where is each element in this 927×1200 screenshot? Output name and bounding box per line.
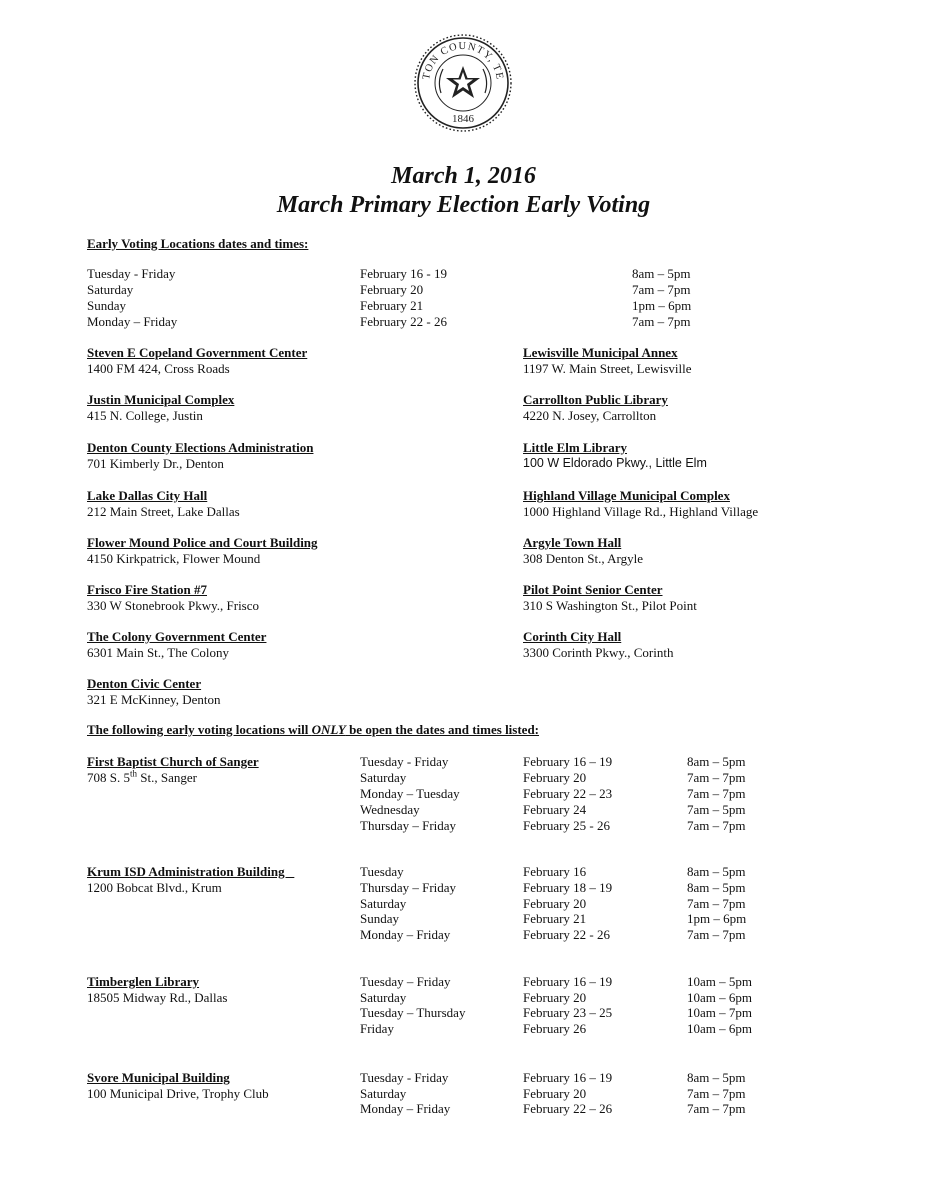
seal-top-text: TON COUNTY, TE: [421, 40, 505, 82]
location-address: 330 W Stonebrook Pkwy., Frisco: [87, 598, 260, 613]
location-name: Justin Municipal Complex: [87, 392, 235, 407]
site-times: 1pm – 6pm: [687, 911, 747, 926]
limited-heading-pre: The following early voting locations will: [87, 722, 312, 737]
location-name: Lake Dallas City Hall: [87, 488, 208, 503]
limited-heading-emphasis: ONLY: [311, 722, 346, 737]
site-dates: February 16 – 19: [523, 1070, 613, 1085]
title-election: March Primary Election Early Voting: [276, 192, 651, 218]
site-times: 8am – 5pm: [687, 1070, 746, 1085]
county-seal: [413, 33, 513, 133]
seal-graphic: [413, 33, 513, 133]
site-dates: February 26: [523, 1021, 587, 1036]
site-days: Saturday: [360, 990, 407, 1005]
site-days: Saturday: [360, 770, 407, 785]
schedule-dates: February 16 - 19: [360, 266, 448, 281]
site-address: 1200 Bobcat Blvd., Krum: [87, 880, 222, 895]
location-address: 6301 Main St., The Colony: [87, 645, 230, 660]
site-name: Svore Municipal Building: [87, 1070, 230, 1085]
schedule-days: Saturday: [87, 282, 134, 297]
site-address: [87, 770, 197, 785]
schedule-dates: February 22 - 26: [360, 314, 448, 329]
site-days: Tuesday – Friday: [360, 974, 451, 989]
schedule-times: 7am – 7pm: [632, 314, 691, 329]
site-dates: February 22 - 26: [523, 927, 611, 942]
site-dates: February 22 – 23: [523, 786, 613, 801]
site-times: 8am – 5pm: [687, 864, 746, 879]
location-address: 3300 Corinth Pkwy., Corinth: [523, 645, 674, 660]
schedule-days: Sunday: [87, 298, 126, 313]
location-address: 701 Kimberly Dr., Denton: [87, 456, 224, 471]
site-times: 7am – 5pm: [687, 802, 746, 817]
schedule-times: 1pm – 6pm: [632, 298, 692, 313]
location-name: Highland Village Municipal Complex: [523, 488, 730, 503]
location-name: Little Elm Library: [523, 440, 627, 455]
star-icon: [446, 66, 480, 98]
site-days: Monday – Friday: [360, 927, 451, 942]
location-name: Flower Mound Police and Court Building: [87, 535, 318, 550]
location-address: 4220 N. Josey, Carrollton: [523, 408, 657, 423]
location-address: 4150 Kirkpatrick, Flower Mound: [87, 551, 261, 566]
location-name: Carrollton Public Library: [523, 392, 668, 407]
site-name: First Baptist Church of Sanger: [87, 754, 259, 769]
site-dates: February 16 – 19: [523, 974, 613, 989]
schedule-dates: February 20: [360, 282, 424, 297]
site-times: 10am – 6pm: [687, 1021, 752, 1036]
site-days: Tuesday - Friday: [360, 754, 449, 769]
location-name: Lewisville Municipal Annex: [523, 345, 678, 360]
location-name: Pilot Point Senior Center: [523, 582, 663, 597]
schedule-heading: Early Voting Locations dates and times:: [87, 236, 309, 251]
site-days: Monday – Tuesday: [360, 786, 460, 801]
site-dates: February 24: [523, 802, 587, 817]
site-days: Monday – Friday: [360, 1101, 451, 1116]
site-days: Wednesday: [360, 802, 420, 817]
site-times: 7am – 7pm: [687, 818, 746, 833]
location-address: 1400 FM 424, Cross Roads: [87, 361, 230, 376]
schedule-times: 7am – 7pm: [632, 282, 691, 297]
seal-year: 1846: [452, 113, 474, 125]
location-name: The Colony Government Center: [87, 629, 267, 644]
location-address: 1000 Highland Village Rd., Highland Village: [523, 504, 759, 519]
site-times: 10am – 7pm: [687, 1005, 752, 1020]
location-name: Denton Civic Center: [87, 676, 202, 691]
site-days: Thursday – Friday: [360, 818, 457, 833]
location-name: Steven E Copeland Government Center: [87, 345, 308, 360]
location-address: 308 Denton St., Argyle: [523, 551, 644, 566]
schedule-days: Monday – Friday: [87, 314, 178, 329]
schedule-times: 8am – 5pm: [632, 266, 691, 281]
site-dates: February 20: [523, 1086, 587, 1101]
site-days: Saturday: [360, 1086, 407, 1101]
location-address: 212 Main Street, Lake Dallas: [87, 504, 240, 519]
location-name: Denton County Elections Administration: [87, 440, 314, 455]
location-address: 100 W Eldorado Pkwy., Little Elm: [523, 456, 707, 470]
site-days: Sunday: [360, 911, 399, 926]
site-dates: February 22 – 26: [523, 1101, 613, 1116]
location-address: 1197 W. Main Street, Lewisville: [523, 361, 692, 376]
site-dates: February 20: [523, 896, 587, 911]
site-dates: February 20: [523, 990, 587, 1005]
site-times: 7am – 7pm: [687, 927, 746, 942]
location-name: Corinth City Hall: [523, 629, 622, 644]
site-dates: February 25 - 26: [523, 818, 611, 833]
site-times: 10am – 6pm: [687, 990, 752, 1005]
site-dates: February 23 – 25: [523, 1005, 613, 1020]
site-days: Tuesday - Friday: [360, 1070, 449, 1085]
site-address-suffix: th: [129, 768, 137, 779]
site-days: Thursday – Friday: [360, 880, 457, 895]
site-dates: February 21: [523, 911, 587, 926]
site-dates: February 20: [523, 770, 587, 785]
title-date: March 1, 2016: [391, 163, 536, 189]
site-times: 8am – 5pm: [687, 754, 746, 769]
site-times: 7am – 7pm: [687, 896, 746, 911]
site-times: 7am – 7pm: [687, 1086, 746, 1101]
location-name: Frisco Fire Station #7: [87, 582, 207, 597]
limited-heading-post: be open the dates and times listed:: [345, 722, 540, 737]
site-name: Timberglen Library: [87, 974, 200, 989]
site-name: Krum ISD Administration Building: [87, 864, 295, 879]
location-address: 310 S Washington St., Pilot Point: [523, 598, 697, 613]
location-name: Argyle Town Hall: [523, 535, 622, 550]
site-address-number: 708 S. 5: [87, 770, 130, 785]
site-dates: February 16 – 19: [523, 754, 613, 769]
schedule-dates: February 21: [360, 298, 424, 313]
site-address: 100 Municipal Drive, Trophy Club: [87, 1086, 269, 1101]
site-days: Saturday: [360, 896, 407, 911]
site-days: Tuesday: [360, 864, 404, 879]
site-dates: February 16: [523, 864, 587, 879]
site-times: 10am – 5pm: [687, 974, 752, 989]
limited-heading: [87, 722, 539, 737]
location-address: 321 E McKinney, Denton: [87, 692, 221, 707]
site-times: 8am – 5pm: [687, 880, 746, 895]
site-times: 7am – 7pm: [687, 786, 746, 801]
site-address: 18505 Midway Rd., Dallas: [87, 990, 228, 1005]
site-days: Tuesday – Thursday: [360, 1005, 466, 1020]
location-address: 415 N. College, Justin: [87, 408, 203, 423]
site-times: 7am – 7pm: [687, 1101, 746, 1116]
site-address-street: St., Sanger: [137, 770, 197, 785]
schedule-days: Tuesday - Friday: [87, 266, 176, 281]
site-days: Friday: [360, 1021, 394, 1036]
site-times: 7am – 7pm: [687, 770, 746, 785]
site-dates: February 18 – 19: [523, 880, 613, 895]
